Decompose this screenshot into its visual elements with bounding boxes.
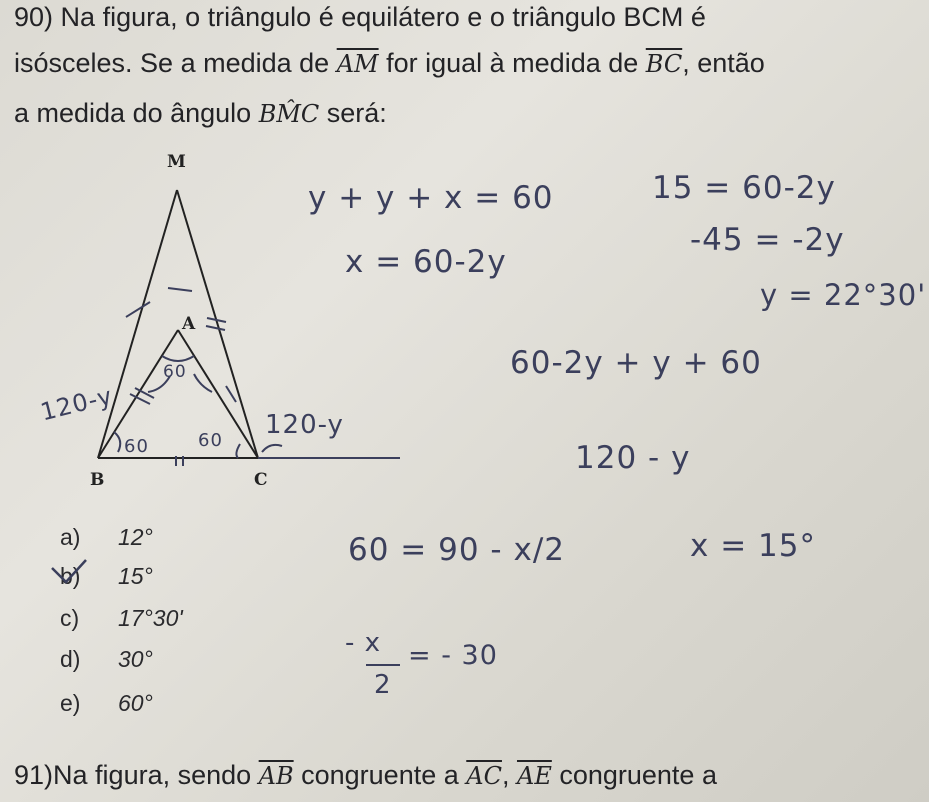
option-value: 15° (118, 563, 153, 589)
handwritten-eq2: x = 60-2y (345, 244, 507, 280)
handwritten-eq10-rhs: = - 30 (408, 640, 498, 671)
question-text: Na figura, o triângulo é equilátero e o triângulo BCM é (60, 2, 706, 32)
handwritten-eq6: 60-2y + y + 60 (510, 345, 762, 381)
option-value: 17°30' (118, 605, 183, 631)
question-number: 91) (14, 760, 54, 790)
question-text: será: (319, 98, 387, 128)
handwritten-eq1: y + y + x = 60 (308, 180, 554, 216)
question-text: a medida do ângulo (14, 98, 259, 128)
vertex-label-m: M (167, 152, 186, 172)
handwritten-angle-60-right: 60 (198, 430, 223, 451)
handwritten-eq8 (348, 532, 565, 568)
option-d[interactable] (60, 646, 153, 673)
segment-bc: $\overline{BC}$ (645, 50, 683, 78)
segment-ac-label: $\overline{AC}$ (466, 762, 502, 790)
option-value: 12° (118, 524, 153, 550)
handwritten-eq10-num: - x (345, 628, 382, 658)
vertex-label-a: A (182, 314, 196, 334)
handwritten-angle-60-top: 60 (163, 362, 187, 382)
vertex-label-c: C (254, 470, 268, 490)
handwritten-eq10-den: 2 (374, 670, 392, 700)
option-letter: d) (60, 646, 81, 672)
handwritten-eq3: 15 = 60-2y (652, 170, 836, 206)
option-letter: a) (60, 524, 81, 550)
question-text: Na figura, sendo (53, 760, 259, 790)
segment-mb (98, 190, 177, 458)
question-text: for igual à medida de (378, 48, 646, 78)
angle-bmc: BM̂C (258, 100, 320, 128)
option-b[interactable] (60, 563, 153, 590)
handwritten-eq8-text: 60 = 90 - x/2 (348, 532, 565, 568)
handwritten-eq7: 120 - y (575, 440, 691, 476)
option-value: 60° (118, 690, 153, 716)
question-text: congruente a (551, 760, 717, 790)
handwritten-angle-60-left: 60 (124, 436, 149, 457)
handwritten-eq9: x = 15° (690, 528, 816, 564)
question-number: 90) (14, 2, 54, 32)
vertex-label-b: B (90, 470, 105, 490)
option-value: 30° (118, 646, 153, 672)
handwritten-eq5: y = 22°30' (760, 278, 927, 312)
option-a[interactable] (60, 524, 153, 551)
option-c[interactable] (60, 605, 183, 632)
handwritten-120-y-left: 120-y (37, 381, 116, 427)
handwritten-fraction-bar (366, 664, 400, 666)
option-letter: b) (60, 563, 81, 589)
handwritten-eq4: -45 = -2y (690, 222, 845, 258)
option-e[interactable] (60, 690, 153, 717)
question-text: , (501, 760, 517, 790)
question-text: congruente a (293, 760, 467, 790)
segment-am: $\overline{AM}$ (336, 50, 379, 78)
segment-ae-label: $\overline{AE}$ (516, 762, 552, 790)
question-text: , então (682, 48, 765, 78)
option-letter: c) (60, 605, 80, 631)
segment-ab-label: $\overline{AB}$ (258, 762, 294, 790)
question-text: isósceles. Se a medida de (14, 48, 337, 78)
option-letter: e) (60, 690, 81, 716)
question-91-line1 (14, 760, 717, 791)
handwritten-120-y-right: 120-y (265, 410, 344, 440)
